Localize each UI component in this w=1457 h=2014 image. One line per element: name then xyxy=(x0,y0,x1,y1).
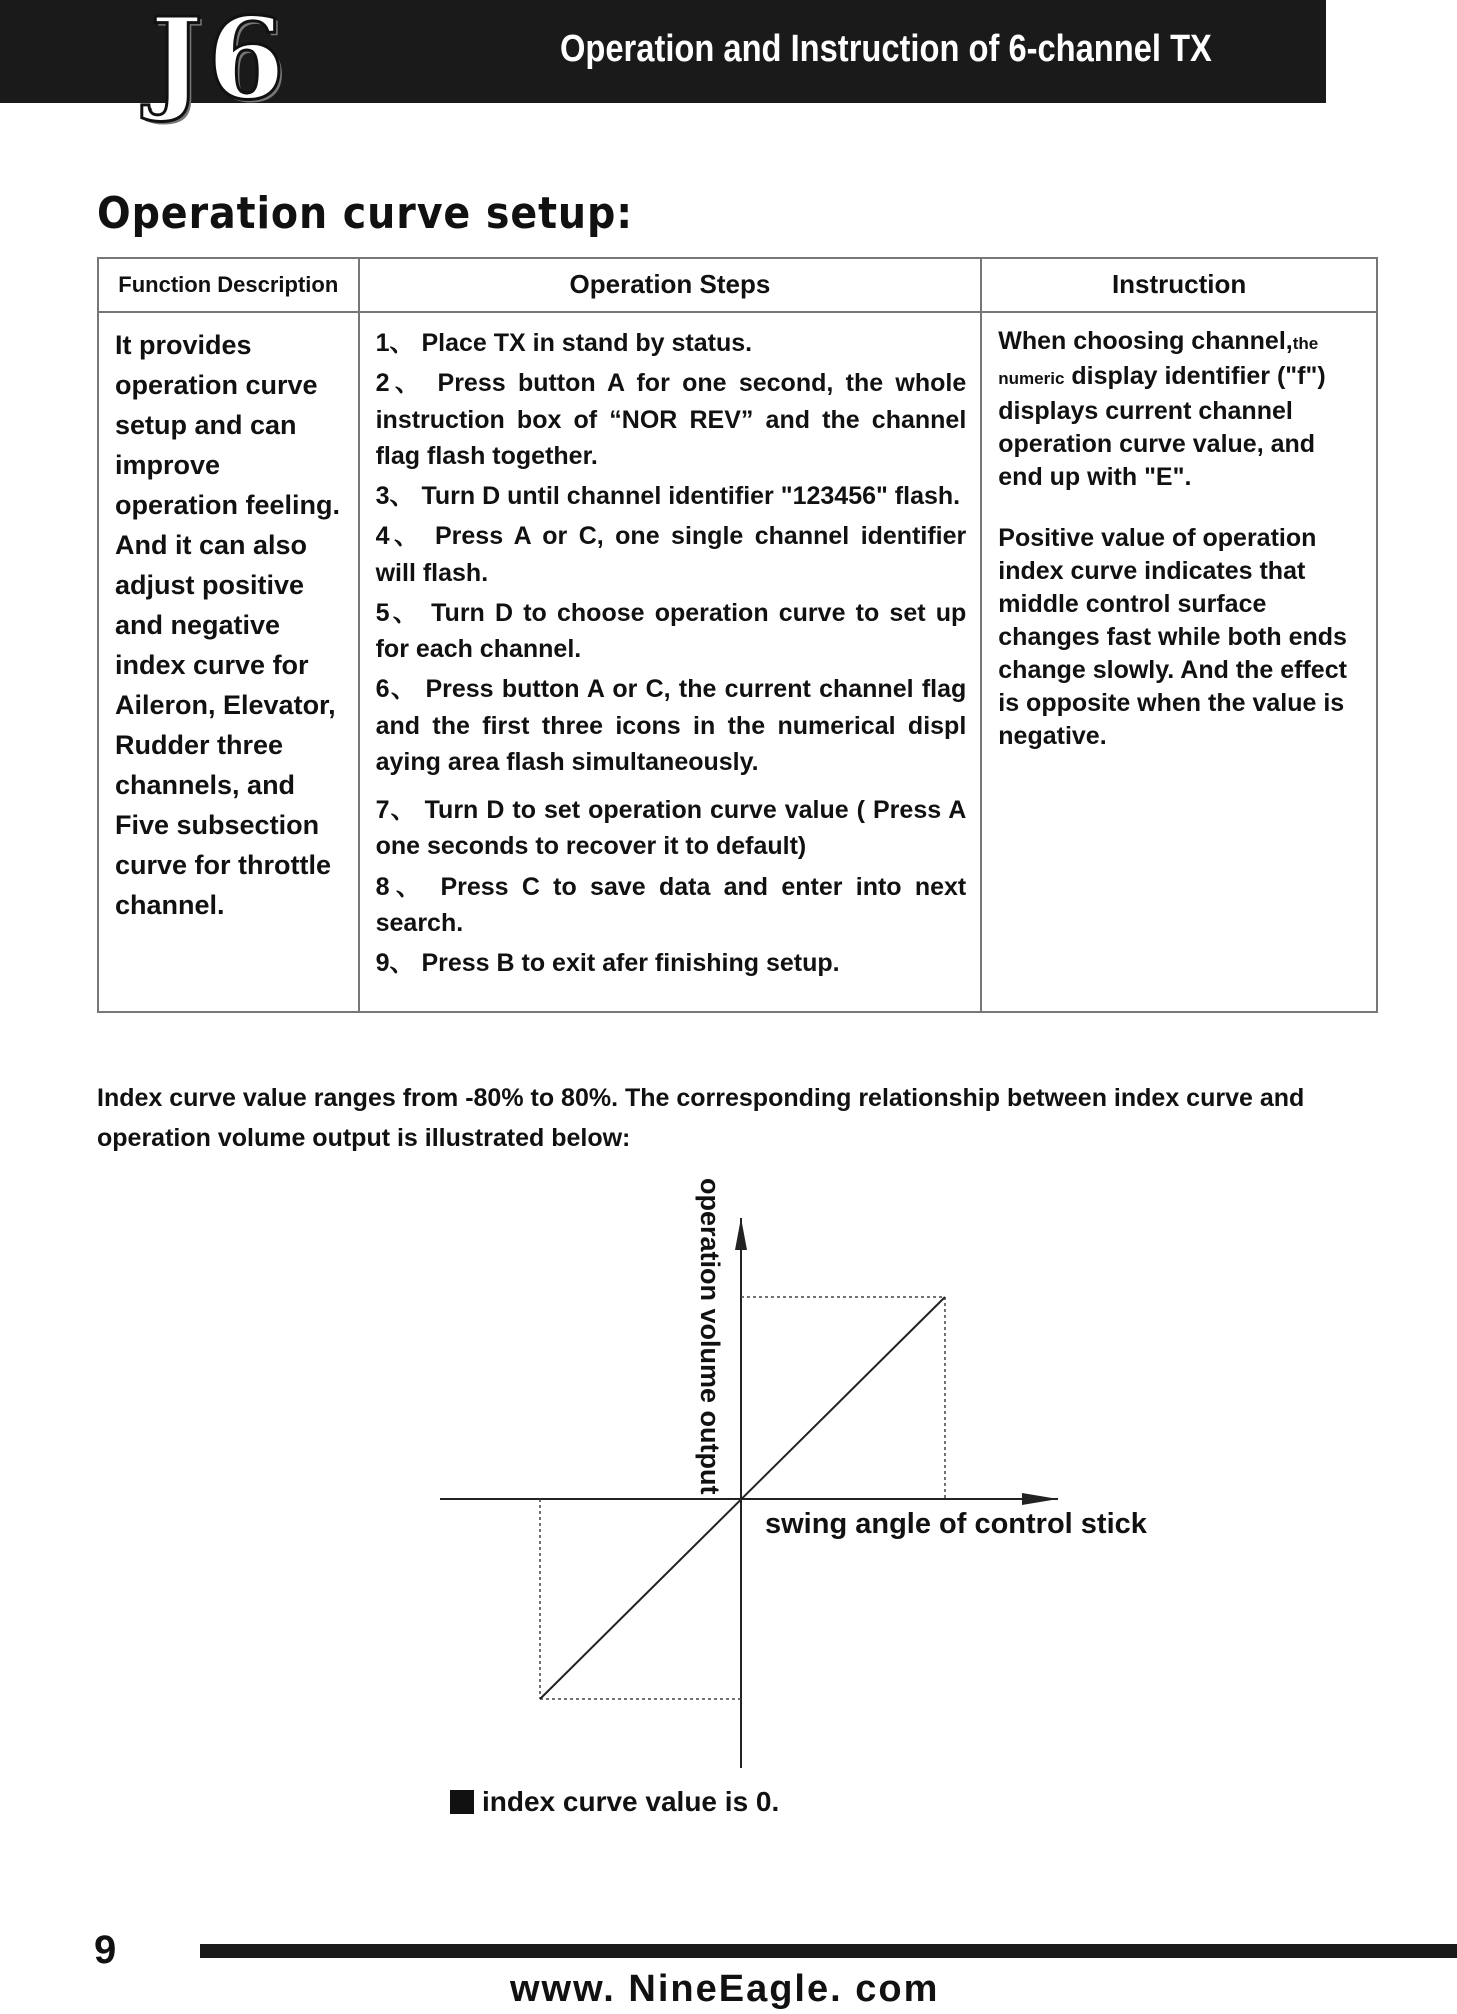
step-1: 1、 Place TX in stand by status. xyxy=(375,329,753,357)
header-function-description: Function Description xyxy=(98,258,359,312)
page-number: 9 xyxy=(94,1928,117,1972)
legend xyxy=(450,1786,779,1818)
legend-square-icon xyxy=(450,1790,474,1814)
instruction-paragraph-2: Positive value of operation index curve indicates that middle control surface changes fast while both ends change slowly. And the effect is opposite when the value is negative. xyxy=(998,524,1347,750)
step-3: 3、 Turn D until channel identifier "123456" flash. xyxy=(375,482,961,510)
step-6: 6、 Press button A or C, the current channel flag and the first three icons in the numerical displ aying area flash simultaneously. xyxy=(375,675,967,776)
step-2: 2、 Press button A for one second, the whole instruction box of “NOR REV” and the channel flag flash together. xyxy=(375,369,967,470)
y-axis-label: operation volume output xyxy=(695,1178,725,1495)
instruction-p1-end: display identifier ("f") displays current channel operation curve value, and end up with "E". xyxy=(998,362,1326,491)
footer-bar xyxy=(200,1944,1457,1958)
y-axis-arrow xyxy=(735,1218,747,1250)
header-title: Operation and Instruction of 6-channel TX xyxy=(560,28,1212,70)
header-instruction: Instruction xyxy=(981,258,1377,312)
step-9: 9、 Press B to exit afer finishing setup. xyxy=(375,949,840,977)
step-7: 7、 Turn D to set operation curve value ( Press A one seconds to recover it to default) xyxy=(375,796,967,861)
x-axis-arrow xyxy=(1022,1493,1058,1505)
intro-text: Index curve value ranges from -80% to 80%. The corresponding relationship between index curve and operation volume output is illustrated below: xyxy=(97,1084,1305,1152)
function-description-cell: It provides operation curve setup and can improve operation feeling. And it can also adjust positive and negative index curve for Aileron, Elevator, Rudder three channels, and Five subsection curve for throttle channel. xyxy=(98,312,359,1012)
step-5: 5、 Turn D to choose operation curve to set up for each channel. xyxy=(375,598,967,663)
website-link[interactable]: www. NineEagle. com xyxy=(510,1968,940,2010)
section-title: Operation curve setup: xyxy=(97,188,633,239)
step-4: 4、 Press A or C, one single channel identifier will flash. xyxy=(375,522,967,587)
instruction-p1-small: the numeric xyxy=(998,334,1319,388)
step-8: 8、 Press C to save data and enter into next search. xyxy=(375,872,967,937)
legend-text: index curve value is 0. xyxy=(482,1786,780,1817)
j6-logo: J6 xyxy=(150,0,289,125)
instruction-p1-start: When choosing channel, xyxy=(998,327,1293,355)
x-axis-label: swing angle of control stick xyxy=(765,1508,1147,1540)
header-operation-steps: Operation Steps xyxy=(359,258,982,312)
